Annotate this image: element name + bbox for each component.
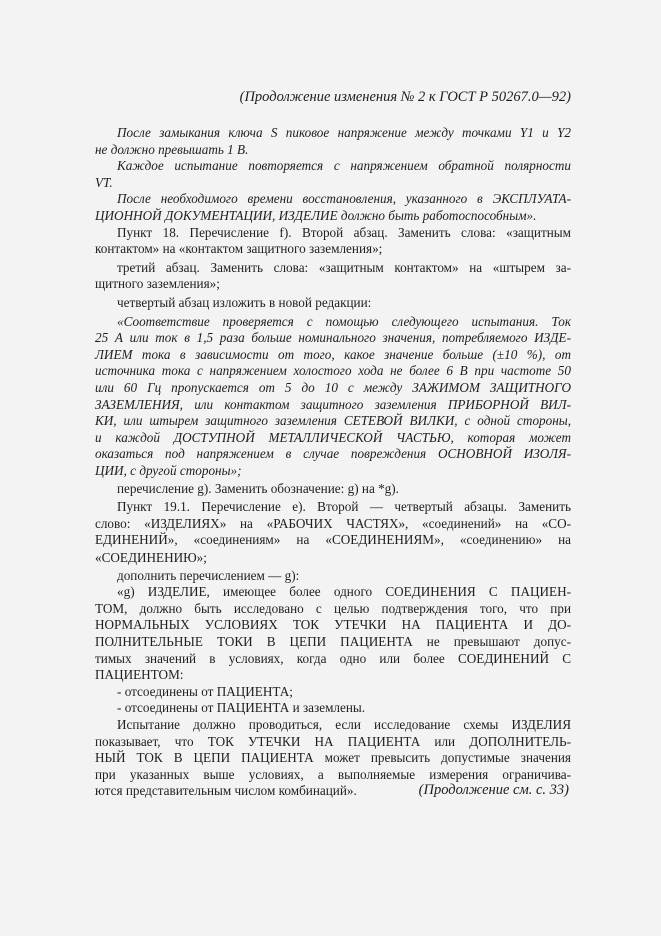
text-line: «Соответствие проверяется с помощью следующего испытания. Ток xyxy=(117,313,571,329)
text-line: оказаться под напряжением в случае повреждения ОСНОВНОЙ ИЗОЛЯ- xyxy=(95,446,571,462)
text-line: ЗАЗЕМЛЕНИЯ, или контактом защитного заземления ПРИБОРНОЙ ВИЛ- xyxy=(95,396,571,412)
text-line: VT. xyxy=(95,174,113,190)
text-line: щитного заземления»; xyxy=(95,276,220,292)
text-line: Испытание должно проводиться, если исследование схемы ИЗДЕЛИЯ xyxy=(117,717,571,732)
text-line: ЛИЕМ тока в зависимости от того, какое значение больше (±10 %), от xyxy=(95,346,571,362)
text-line: контактом» на «контактом защитного заземления»; xyxy=(95,241,383,257)
text-line: ЦИОННОЙ ДОКУМЕНТАЦИИ, ИЗДЕЛИЕ должно быть работоспособным». xyxy=(95,208,537,223)
text-line: ПАЦИЕНТОМ: xyxy=(95,667,184,683)
text-line: источника тока с напряжением холостого хода не более 6 В при частоте 50 xyxy=(95,363,571,379)
text-line: 25 А или ток в 1,5 раза больше номинального значения, потребляемого ИЗДЕ- xyxy=(95,330,571,346)
text-line: После необходимого времени восстановления, указанного в ЭКСПЛУАТА- xyxy=(117,191,571,207)
text-line: ТОМ, должно быть исследовано с целью подтверждения того, что при xyxy=(95,600,571,616)
text-line: ЦИИ, с другой стороны»; xyxy=(95,463,242,478)
text-line: Каждое испытание повторяется с напряжением обратной полярности xyxy=(117,158,571,174)
text-line: ЕДИНЕНИЙ», «соединениям» на «СОЕДИНЕНИЯМ», «соединению» на xyxy=(95,532,571,548)
text-line: «СОЕДИНЕНИЮ»; xyxy=(95,550,207,565)
text-line: КИ, или штырем защитного заземления СЕТЕВОЙ ВИЛКИ, с одной стороны, xyxy=(95,413,571,429)
text-line: дополнить перечислением — g): xyxy=(117,567,300,583)
text-line: не должно превышать 1 В. xyxy=(95,141,249,157)
text-line: «g) ИЗДЕЛИЕ, имеющее более одного СОЕДИНЕНИЯ С ПАЦИЕН- xyxy=(117,584,571,600)
text-line: перечисление g). Заменить обозначение: g) на *g). xyxy=(117,480,399,496)
text-line: или 60 Гц пропускается от 5 до 10 с между ЗАЖИМОМ ЗАЩИТНОГО xyxy=(95,380,571,395)
text-line: - отсоединены от ПАЦИЕНТА и заземлены. xyxy=(117,700,366,716)
text-line: четвертый абзац изложить в новой редакции: xyxy=(117,295,372,310)
text-line: НОРМАЛЬНЫХ УСЛОВИЯХ ТОК УТЕЧКИ НА ПАЦИЕНТА И ДО- xyxy=(95,617,571,633)
text-line: НЫЙ ТОК В ЦЕПИ ПАЦИЕНТА может превысить допустимые значения xyxy=(95,750,571,766)
text-line: - отсоединены от ПАЦИЕНТА; xyxy=(117,683,293,699)
text-line: слово: «ИЗДЕЛИЯХ» на «РАБОЧИХ ЧАСТЯХ», «соединений» на «СО- xyxy=(95,515,571,531)
text-line: После замыкания ключа S пиковое напряжение между точками Y1 и Y2 xyxy=(117,125,571,140)
page-header: (Продолжение изменения № 2 к ГОСТ Р 50267.0—92) xyxy=(239,89,571,105)
text-line: Пункт 19.1. Перечисление е). Второй — четвертый абзацы. Заменить xyxy=(117,499,571,515)
text-line: третий абзац. Заменить слова: «защитным контактом» на «штырем за- xyxy=(117,259,571,275)
text-line: Пункт 18. Перечисление f). Второй абзац. Заменить слова: «защитным xyxy=(117,224,571,240)
text-line: показывает, что ТОК УТЕЧКИ НА ПАЦИЕНТА или ДОПОЛНИТЕЛЬ- xyxy=(95,733,571,749)
text-line: ПОЛНИТЕЛЬНЫЕ ТОКИ В ЦЕПИ ПАЦИЕНТА не превышают допус- xyxy=(95,634,571,649)
text-line: ются представительным числом комбинаций». xyxy=(95,783,357,799)
text-line: тимых значений в условиях, когда одно или более СОЕДИНЕНИЙ С xyxy=(95,650,571,666)
page-footer: (Продолжение см. с. 33) xyxy=(418,782,569,798)
text-line: и каждой ДОСТУПНОЙ МЕТАЛЛИЧЕСКОЙ ЧАСТЬЮ, которая может xyxy=(95,429,571,445)
text-line: при указанных выше условиях, а выполняемые измерения ограничива- xyxy=(95,766,571,782)
